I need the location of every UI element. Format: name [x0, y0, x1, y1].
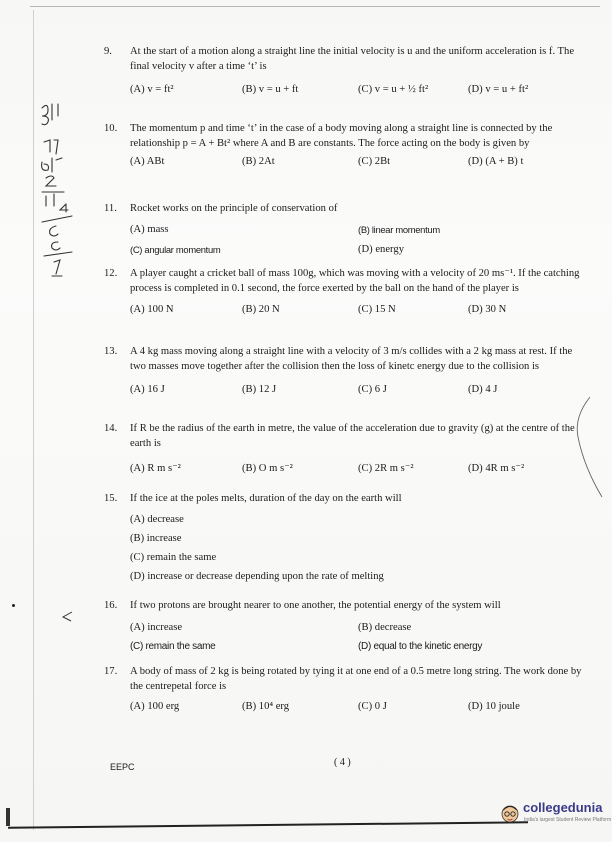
- option-b: (B) linear momentum: [358, 224, 440, 235]
- question-13: [104, 344, 590, 398]
- option-b: (B) v = u + ft: [242, 84, 299, 95]
- brand-tagline: India's largest Student Review Platform: [524, 817, 612, 823]
- question-number: 12.: [104, 268, 118, 279]
- brand-name: collegedunia: [523, 800, 603, 815]
- question-stem: At the start of a motion along a straight line the initial velocity is u and the uniform acceleration is f. The final velocity v after a time ‘t’ is: [130, 46, 575, 72]
- option-d: (D) 30 N: [468, 304, 507, 315]
- option-a: (A) mass: [130, 224, 169, 235]
- option-a: (A) increase: [130, 622, 183, 633]
- question-9: [104, 44, 590, 98]
- option-c: (C) 2Bt: [358, 156, 391, 167]
- option-c: (C) remain the same: [130, 552, 217, 563]
- question-number: 9.: [104, 46, 112, 57]
- question-stem: If R be the radius of the earth in metre, the value of the acceleration due to gravity (g) at the centre of the earth is: [130, 423, 575, 449]
- option-a: (A) v = ft²: [130, 84, 174, 95]
- question-stem: A 4 kg mass moving along a straight line with a velocity of 3 m/s collides with a 2 kg mass at rest. If the two masses move together after the collision then the loss of kinetc energy due to the collision is: [130, 346, 573, 372]
- question-number: 10.: [104, 123, 118, 134]
- scan-edge-left: [33, 10, 34, 830]
- option-d: (D) equal to the kinetic energy: [358, 641, 483, 652]
- option-c: (C) 6 J: [358, 384, 387, 395]
- option-b: (B) 12 J: [242, 384, 277, 395]
- option-d: (D) 4 J: [468, 384, 498, 395]
- option-b: (B) 2At: [242, 156, 275, 167]
- option-a: (A) decrease: [130, 514, 184, 525]
- option-d: (D) (A + B) t: [468, 156, 524, 167]
- scan-edge-top: [30, 6, 600, 7]
- scan-edge-corner: [6, 808, 10, 826]
- question-number: 13.: [104, 346, 118, 357]
- question-10: [104, 121, 590, 170]
- question-12: [104, 266, 590, 318]
- question-number: 11.: [104, 203, 117, 214]
- option-b: (B) 20 N: [242, 304, 280, 315]
- option-d: (D) 10 joule: [468, 701, 520, 712]
- question-11: [104, 201, 590, 258]
- option-a: (A) 100 erg: [130, 701, 180, 712]
- option-b: (B) increase: [130, 533, 182, 544]
- option-c: (C) 2R m s⁻²: [358, 463, 414, 474]
- question-16: [104, 598, 590, 655]
- option-c: (C) angular momentum: [130, 244, 221, 255]
- option-a: (A) 100 N: [130, 304, 174, 315]
- option-c: (C) v = u + ½ ft²: [358, 84, 429, 95]
- option-d: (D) 4R m s⁻²: [468, 463, 525, 474]
- option-b: (B) 10⁴ erg: [242, 701, 290, 712]
- question-stem: If the ice at the poles melts, duration of the day on the earth will: [130, 493, 402, 504]
- option-a: (A) R m s⁻²: [130, 463, 181, 474]
- question-stem: Rocket works on the principle of conservation of: [130, 203, 338, 214]
- question-number: 16.: [104, 600, 118, 611]
- question-number: 15.: [104, 493, 118, 504]
- brand-watermark: [497, 800, 612, 830]
- option-c: (C) 15 N: [358, 304, 396, 315]
- scan-dot: [12, 604, 15, 607]
- option-b: (B) decrease: [358, 622, 412, 633]
- option-c: (C) 0 J: [358, 701, 387, 712]
- question-number: 17.: [104, 666, 118, 677]
- check-mark-icon: [60, 610, 74, 622]
- footer-code: EEPC: [110, 762, 135, 772]
- option-c: (C) remain the same: [130, 641, 216, 652]
- student-mascot-icon: [499, 802, 521, 824]
- question-stem: If two protons are brought nearer to one another, the potential energy of the system will: [130, 600, 501, 611]
- option-a: (A) 16 J: [130, 384, 165, 395]
- option-d: (D) v = u + ft²: [468, 84, 529, 95]
- question-number: 14.: [104, 423, 118, 434]
- question-15: [104, 491, 590, 588]
- question-stem: A player caught a cricket ball of mass 100g, which was moving with a velocity of 20 ms⁻¹. If the catching process is completed in 0.1 second, the force exerted by the ball on the hand of the player is: [130, 268, 580, 294]
- scan-edge-bottom: [8, 821, 528, 828]
- question-stem: A body of mass of 2 kg is being rotated by tying it at one end of a 0.5 metre long string. The work done by the centrepetal force is: [130, 666, 582, 692]
- option-d: (D) energy: [358, 244, 404, 255]
- question-17: [104, 664, 590, 715]
- option-a: (A) ABt: [130, 156, 165, 167]
- option-d: (D) increase or decrease depending upon the rate of melting: [130, 571, 384, 582]
- option-b: (B) O m s⁻²: [242, 463, 293, 474]
- handwritten-margin-notes: [36, 100, 82, 290]
- question-14: [104, 421, 590, 477]
- question-stem: The momentum p and time ‘t’ in the case of a body moving along a straight line is connected by the relationship p = A + Bt² where A and B are constants. The force acting on the body is given by: [130, 123, 553, 149]
- page-number: ( 4 ): [334, 757, 351, 768]
